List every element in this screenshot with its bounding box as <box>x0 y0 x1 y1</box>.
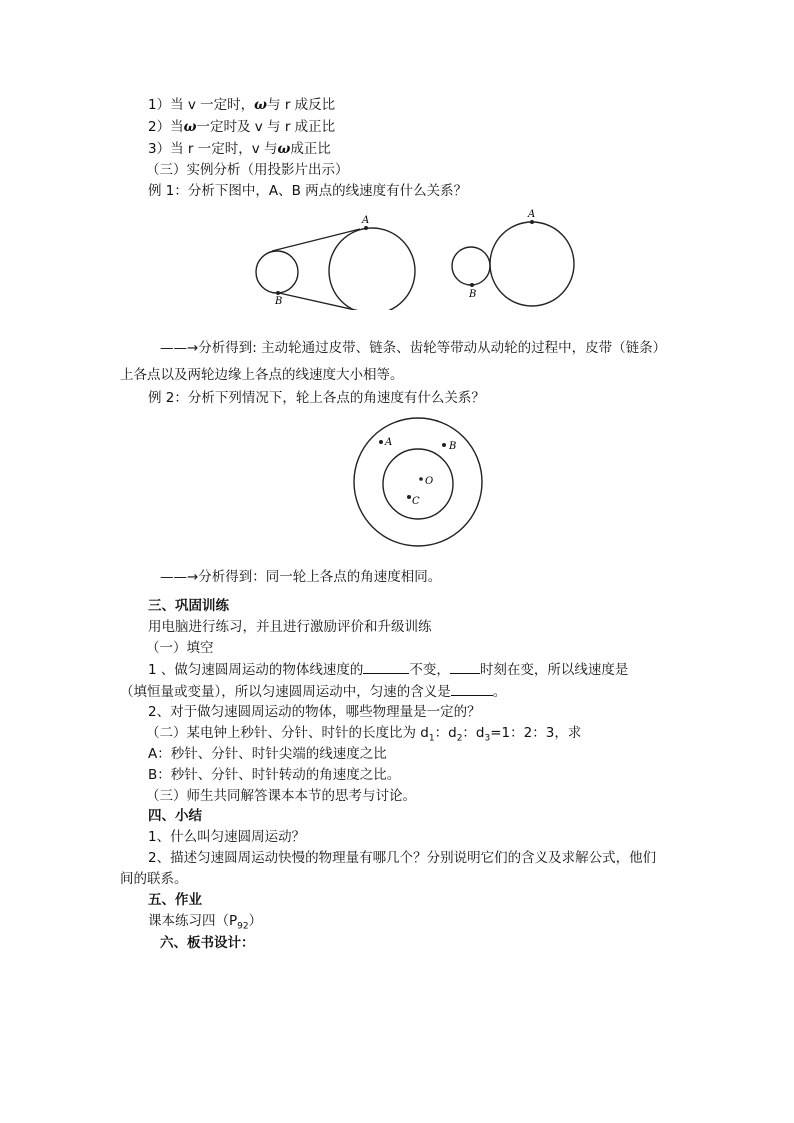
section-3-question-1 <box>148 659 628 680</box>
homework-text-a: 课本练习四（P <box>148 913 238 929</box>
q1-text-e: 。 <box>492 684 507 700</box>
small-wheel-belt <box>256 251 298 293</box>
point-a-dot <box>530 220 534 224</box>
point-b-dot <box>276 291 280 295</box>
omega-symbol: ω <box>277 141 291 157</box>
label-o: O <box>425 476 434 487</box>
section-4-line-2: 2、描述匀速圆周运动快慢的物理量有哪几个？分别说明它们的含义及求解公式，他们 <box>148 850 657 866</box>
omega-symbol: ω <box>254 97 268 113</box>
analysis-2-line: ——→分析得到：同一轮上各点的角速度相同。 <box>160 569 442 585</box>
section-3-clock-a: A：秒针、分针、时针尖端的线速度之比 <box>148 746 387 762</box>
section-4-heading: 四、小结 <box>148 808 202 824</box>
line-3-post: 成正比 <box>290 141 331 157</box>
belt-bottom <box>279 293 373 310</box>
label-b: B <box>449 441 457 452</box>
section-4-line-1: 1、什么叫匀速圆周运动？ <box>148 829 306 845</box>
q1-blank-1 <box>363 659 409 674</box>
section-3-heading: 三、巩固训练 <box>148 598 229 614</box>
clock-text-d: =1：2：3，求 <box>490 725 582 741</box>
outer-circle <box>354 418 482 546</box>
q1-text-d: （填恒量或变量），所以匀速圆周运动中，匀速的含义是 <box>120 684 451 700</box>
section-3-clock-b: B：秒针、分针、时针转动的角速度之比。 <box>148 767 401 783</box>
point-a-dot <box>364 226 368 230</box>
label-a: A <box>362 215 370 226</box>
point-a-dot <box>379 440 383 444</box>
clock-text-b: ：d <box>434 725 457 741</box>
clock-sub-2: 2 <box>456 733 463 744</box>
small-wheel-mesh <box>452 247 490 285</box>
section-3-fill-blank-heading: （一）填空 <box>146 640 214 656</box>
section-3-question-2: 2、对于做匀速圆周运动的物体，哪些物理量是一定的？ <box>148 704 481 720</box>
line-1-post: 与 r 成反比 <box>267 97 336 113</box>
line-1 <box>148 95 335 115</box>
line-1-pre: 1）当 v 一定时， <box>148 97 255 113</box>
q1-blank-2 <box>450 659 480 674</box>
belt-top <box>272 229 360 251</box>
analysis-1-line-2: 上各点以及两轮边缘上各点的线速度大小相等。 <box>120 367 404 383</box>
point-c-dot <box>407 495 411 499</box>
section-6-heading: 六、板书设计： <box>160 935 255 951</box>
point-b-dot <box>470 283 474 287</box>
large-wheel-belt <box>329 228 415 310</box>
homework-text-b: ） <box>248 913 263 929</box>
example-1-question: 例 1：分析下图中，A、B 两点的线速度有什么关系？ <box>148 183 468 199</box>
clock-sub-3: 3 <box>484 733 491 744</box>
label-c: C <box>412 496 420 507</box>
section-3-question-1-cont <box>120 681 506 702</box>
clock-text-c: ：d <box>462 725 485 741</box>
inner-circle <box>383 449 453 519</box>
line-2 <box>148 117 335 137</box>
clock-sub-1: 1 <box>428 733 435 744</box>
figure-1-wheels <box>240 205 590 310</box>
section-3-line-1: 用电脑进行练习，并且进行激励评价和升级训练 <box>148 619 432 635</box>
figure-2-wheel <box>348 412 488 552</box>
center-o-dot <box>419 477 423 481</box>
omega-symbol: ω <box>183 119 197 135</box>
clock-text-a: （二）某电钟上秒针、分针、时针的长度比为 d <box>146 725 429 741</box>
example-2-question: 例 2：分析下列情况下，轮上各点的角速度有什么关系？ <box>148 390 485 406</box>
label-b: B <box>469 289 477 300</box>
q1-text-b: 不变， <box>409 662 450 678</box>
label-b: B <box>275 296 283 307</box>
label-a: A <box>528 209 536 220</box>
section-4-line-3: 间的联系。 <box>120 871 188 887</box>
large-wheel-mesh <box>490 222 574 306</box>
q1-text-c: 时刻在变，所以线速度是 <box>479 662 629 678</box>
section-5-heading: 五、作业 <box>148 892 202 908</box>
line-2-post: 一定时及 v 与 r 成正比 <box>196 119 336 135</box>
line-2-pre: 2）当 <box>148 119 184 135</box>
q1-blank-3 <box>451 681 493 696</box>
q1-text-a: 1 、做匀速圆周运动的物体线速度的 <box>148 662 364 678</box>
line-3-pre: 3）当 r 一定时，v 与 <box>148 141 278 157</box>
example-analysis-heading: （三）实例分析（用投影片出示） <box>146 162 349 178</box>
analysis-1-line-1: ——→分析得到: 主动轮通过皮带、链条、齿轮等带动从动轮的过程中，皮带（链条） <box>160 340 667 356</box>
section-3-discussion: （三）师生共同解答课本本节的思考与讨论。 <box>146 788 416 804</box>
label-a: A <box>385 437 393 448</box>
homework-page-sub: 92 <box>237 921 249 932</box>
point-b-dot <box>442 443 446 447</box>
line-3 <box>148 139 331 159</box>
